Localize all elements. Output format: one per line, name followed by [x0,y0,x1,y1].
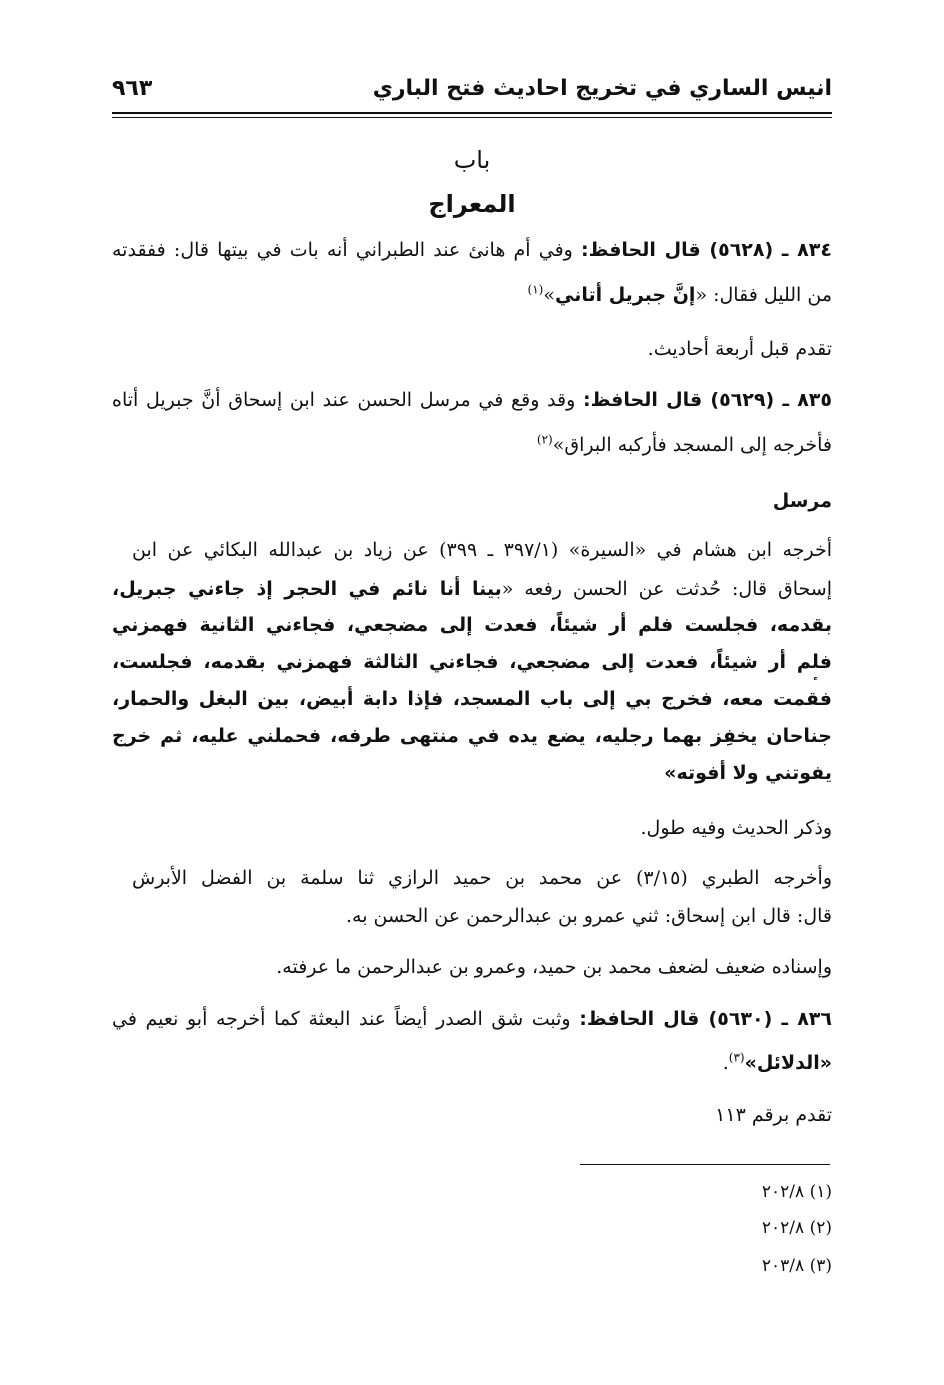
hadith-834-line-1 [112,236,832,268]
hadith-834-text-1: وفي أم هانئ عند الطبراني أنه بات في بيتها قال: ففقدته [112,239,573,261]
hadith-835-text-p2b: بينا أنا نائم في الحجر إذ جاءني جبريل، [112,578,502,600]
hadith-836-period: . [722,1052,729,1074]
running-header-title: انيس الساري في تخريج احاديث فتح الباري [372,76,832,101]
hadith-835-para-6: جناحان يخفِز بهما رجليه، يضع يده في منتهى طرفه، فحملني عليه، ثم خرج [112,725,832,747]
hadith-836-source: «الدلائل» [744,1052,832,1074]
hadith-836-note: تقدم برقم ١١٣ [715,1104,832,1126]
hadith-835-text-2: فأخرجه إلى المسجد فأركبه البراق» [552,434,832,456]
footnote-ref-2: (٢) [536,432,553,447]
hadith-835-para-8: وذكر الحديث وفيه طول. [640,817,832,839]
hadith-835-line-1 [112,386,832,418]
header-rule-thin [112,117,832,118]
footnote-ref-1: (١) [527,282,544,297]
hadith-835-para-7: يفوتني ولا أفوته» [664,762,832,784]
hadith-834-note: تقدم قبل أربعة أحاديث. [647,338,832,360]
hadith-835-line-2 [537,431,832,459]
hadith-835-grade: مرسل [772,490,832,512]
hadith-835-para-11: وإسناده ضعيف لضعف محمد بن حميد، وعمرو بن عبدالرحمن ما عرفته. [276,956,832,978]
hadith-835-text-1: وقد وقع في مرسل الحسن عند ابن إسحاق أنَّ جبريل أتاه [112,389,576,411]
hadith-835-text-p2a: إسحاق قال: حُدثت عن الحسن رفعه « [501,578,832,600]
page-number: ٩٦٣ [112,76,153,101]
hadith-835-number: ٨٣٥ ـ (٥٦٢٩) قال الحافظ: [582,389,832,411]
hadith-835-para-9: وأخرجه الطبري (٣/١٥) عن محمد بن حميد الرازي ثنا سلمة بن الفضل الأبرش [132,867,832,889]
hadith-835-para-1: أخرجه ابن هشام في «السيرة» (٣٩٧/١ ـ ٣٩٩) عن زياد بن عبدالله البكائي عن ابن [132,539,832,561]
hadith-835-para-5: فقمت معه، فخرج بي إلى باب المسجد، فإذا دابة أبيض، بين البغل والحمار، [112,688,832,710]
footnote-ref-3: (٣) [728,1050,745,1065]
hadith-836-text-1: وثبت شق الصدر أيضاً عند البعثة كما أخرجه أبو نعيم في [112,1008,571,1030]
hadith-834-quote-close: » [543,284,555,306]
hadith-834-number: ٨٣٤ ـ (٥٦٢٨) قال الحافظ: [581,239,832,261]
hadith-836-line-1 [112,1005,832,1037]
hadith-835-para-4: فلم أر شيئاً، فعدت إلى مضجعي، فجاءني الثالثة فهمزني بقدمه، فجلست، [112,651,832,673]
chapter-title: المعراج [428,190,516,218]
hadith-835-para-10: قال: قال ابن إسحاق: ثني عمرو بن عبدالرحمن عن الحسن به. [345,905,832,927]
footnote-rule [580,1164,830,1165]
hadith-835-para-3: بقدمه، فجلست فلم أر شيئاً، فعدت إلى مضجعي، فجاءني الثانية فهمزني [112,614,832,636]
hadith-835-para-2 [112,575,832,607]
chapter-label: باب [453,146,491,174]
footnote-3: (٣) ٢٠٣/٨ [761,1256,832,1276]
hadith-836-number: ٨٣٦ ـ (٥٦٣٠) قال الحافظ: [579,1008,832,1030]
footnote-1: (١) ٢٠٢/٨ [761,1182,832,1202]
hadith-836-line-2 [723,1049,832,1077]
header-rule-thick [112,112,832,114]
hadith-834-line-2 [528,281,832,309]
hadith-834-quote: إنَّ جبريل أتاني [554,284,696,306]
hadith-834-text-2: من الليل فقال: « [695,284,832,306]
footnote-2: (٢) ٢٠٢/٨ [761,1218,832,1238]
